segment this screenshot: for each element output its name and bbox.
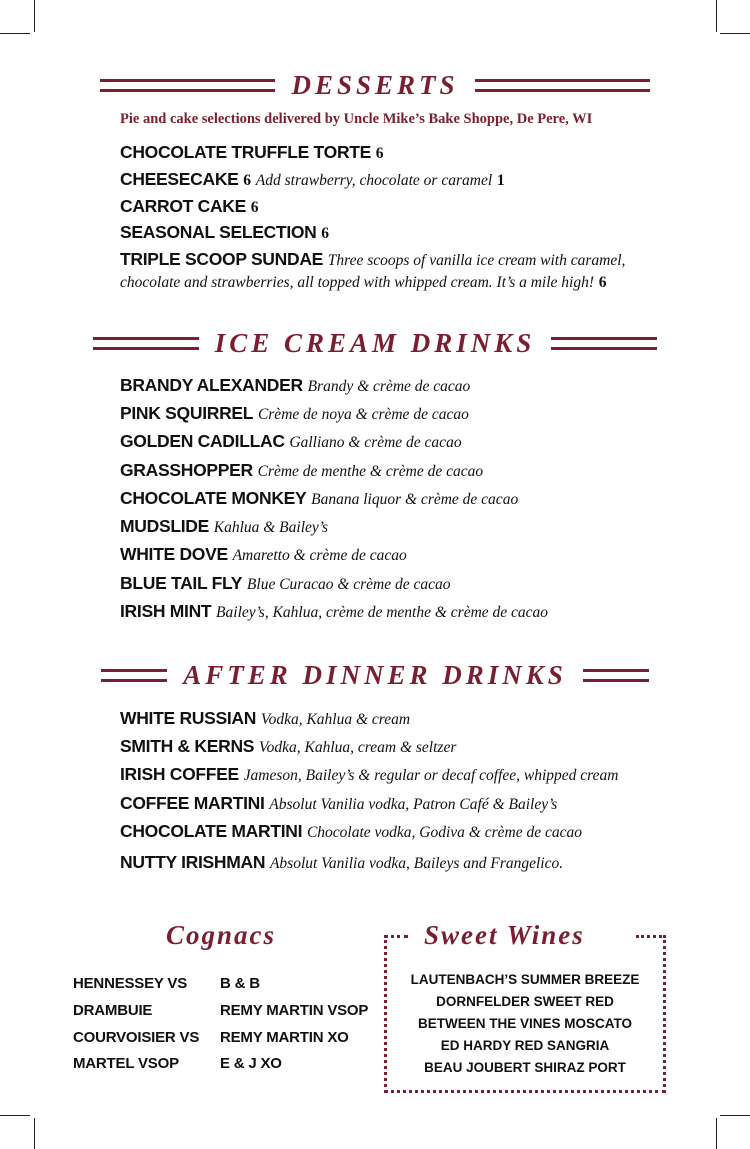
menu-item bbox=[120, 735, 680, 759]
menu-item bbox=[120, 195, 680, 219]
item-name: SEASONAL SELECTION bbox=[120, 222, 317, 242]
item-description: Absolut Vanilia vodka, Baileys and Frangelico. bbox=[269, 855, 564, 872]
sweet-wine-item: LAUTENBACH’S SUMMER BREEZE bbox=[410, 972, 640, 987]
item-description: Blue Curacao & crème de cacao bbox=[246, 576, 451, 593]
menu-item bbox=[120, 141, 680, 165]
item-name: BRANDY ALEXANDER bbox=[120, 375, 303, 395]
item-name: CHEESECAKE bbox=[120, 169, 239, 189]
menu-item bbox=[120, 543, 680, 567]
cognac-item: MARTEL VSOP bbox=[73, 1055, 179, 1072]
desserts-heading bbox=[0, 70, 750, 101]
desserts-title: DESSERTS bbox=[291, 70, 459, 100]
menu-item bbox=[120, 707, 680, 731]
sweet-wines-title: Sweet Wines bbox=[424, 920, 585, 950]
item-name: GOLDEN CADILLAC bbox=[120, 431, 285, 451]
item-price: 6 bbox=[250, 199, 259, 216]
item-name: MUDSLIDE bbox=[120, 516, 209, 536]
crop-mark bbox=[0, 1115, 30, 1116]
item-price: 6 bbox=[243, 172, 252, 189]
cognac-item: HENNESSEY VS bbox=[73, 975, 188, 992]
item-price: 6 bbox=[321, 225, 330, 242]
item-description: Bailey’s, Kahlua, crème de menthe & crème de cacao bbox=[216, 604, 549, 621]
item-name: CARROT CAKE bbox=[120, 196, 247, 216]
divider bbox=[100, 79, 275, 92]
item-name: CHOCOLATE MONKEY bbox=[120, 488, 307, 508]
sweet-wine-item: ED HARDY RED SANGRIA bbox=[440, 1038, 610, 1053]
menu-item bbox=[120, 572, 680, 596]
after-dinner-title: AFTER DINNER DRINKS bbox=[183, 660, 567, 690]
crop-mark bbox=[34, 1118, 35, 1149]
item-extra-price: 1 bbox=[496, 172, 505, 189]
crop-mark bbox=[34, 0, 35, 32]
item-name: WHITE DOVE bbox=[120, 544, 228, 564]
item-description: Galliano & crème de cacao bbox=[289, 434, 462, 451]
crop-mark bbox=[720, 33, 750, 34]
cognac-item: E & J XO bbox=[220, 1055, 282, 1072]
dotted-border bbox=[636, 935, 662, 938]
menu-item bbox=[120, 487, 680, 511]
dotted-border bbox=[384, 935, 408, 938]
sweet-wine-item: DORNFELDER SWEET RED bbox=[436, 994, 614, 1009]
divider bbox=[583, 669, 649, 682]
menu-item bbox=[120, 459, 680, 483]
item-name: IRISH MINT bbox=[120, 601, 212, 621]
menu-item bbox=[120, 792, 680, 816]
cognac-item: B & B bbox=[220, 975, 260, 992]
crop-mark bbox=[716, 1118, 717, 1149]
item-description: Chocolate vodka, Godiva & crème de cacao bbox=[306, 824, 582, 841]
menu-item-continued bbox=[120, 271, 720, 294]
item-name: PINK SQUIRREL bbox=[120, 403, 254, 423]
item-name: GRASSHOPPER bbox=[120, 460, 253, 480]
item-description: Jameson, Bailey’s & regular or decaf coffee, whipped cream bbox=[243, 767, 619, 784]
cognacs-title: Cognacs bbox=[166, 920, 277, 950]
item-name: COFFEE MARTINI bbox=[120, 793, 265, 813]
menu-item bbox=[120, 430, 680, 454]
divider bbox=[93, 337, 199, 350]
item-description: Crème de menthe & crème de cacao bbox=[257, 463, 484, 480]
ice-cream-title: ICE CREAM DRINKS bbox=[214, 328, 536, 358]
item-description: Vodka, Kahlua & cream bbox=[260, 711, 411, 728]
cognac-item: DRAMBUIE bbox=[73, 1002, 153, 1019]
divider bbox=[551, 337, 657, 350]
item-description: Crème de noya & crème de cacao bbox=[257, 406, 469, 423]
cognac-item: COURVOISIER VS bbox=[73, 1029, 200, 1046]
menu-item bbox=[120, 248, 680, 272]
divider bbox=[475, 79, 650, 92]
desserts-subtitle: Pie and cake selections delivered by Uncle Mike’s Bake Shoppe, De Pere, WI bbox=[120, 111, 593, 127]
crop-mark bbox=[720, 1115, 750, 1116]
item-name: NUTTY IRISHMAN bbox=[120, 852, 266, 872]
item-name: TRIPLE SCOOP SUNDAE bbox=[120, 249, 324, 269]
sweet-wine-item: BEAU JOUBERT SHIRAZ PORT bbox=[424, 1060, 626, 1075]
menu-item bbox=[120, 600, 680, 624]
item-description: Kahlua & Bailey’s bbox=[213, 519, 328, 536]
sweet-wine-item: BETWEEN THE VINES MOSCATO bbox=[417, 1016, 633, 1031]
cognac-item: REMY MARTIN VSOP bbox=[220, 1002, 369, 1019]
menu-item bbox=[120, 763, 720, 787]
menu-item bbox=[120, 168, 680, 192]
item-name: CHOCOLATE TRUFFLE TORTE bbox=[120, 142, 372, 162]
item-description: Absolut Vanilia vodka, Patron Café & Bailey’s bbox=[269, 796, 558, 813]
menu-item bbox=[120, 515, 680, 539]
item-price: 6 bbox=[375, 145, 384, 162]
item-description: Banana liquor & crème de cacao bbox=[311, 491, 519, 508]
item-name: IRISH COFFEE bbox=[120, 764, 239, 784]
menu-item bbox=[120, 221, 680, 245]
menu-item bbox=[120, 402, 680, 426]
crop-mark bbox=[0, 33, 30, 34]
menu-item bbox=[120, 820, 680, 844]
item-description: Vodka, Kahlua, cream & seltzer bbox=[258, 739, 457, 756]
after-dinner-heading bbox=[0, 660, 750, 691]
item-description: Amaretto & crème de cacao bbox=[232, 547, 407, 564]
item-name: CHOCOLATE MARTINI bbox=[120, 821, 303, 841]
item-description: chocolate and strawberries, all topped with whipped cream. It’s a mile high! bbox=[120, 274, 594, 291]
cognac-item: REMY MARTIN XO bbox=[220, 1029, 349, 1046]
divider bbox=[101, 669, 167, 682]
item-description: Add strawberry, chocolate or caramel bbox=[255, 172, 493, 189]
ice-cream-heading bbox=[0, 328, 750, 359]
item-description: Three scoops of vanilla ice cream with caramel, bbox=[327, 252, 626, 269]
menu-item bbox=[120, 374, 680, 398]
item-name: BLUE TAIL FLY bbox=[120, 573, 243, 593]
item-name: WHITE RUSSIAN bbox=[120, 708, 257, 728]
item-price: 6 bbox=[598, 274, 607, 291]
crop-mark bbox=[716, 0, 717, 32]
item-name: SMITH & KERNS bbox=[120, 736, 255, 756]
menu-item bbox=[120, 851, 680, 875]
item-description: Brandy & crème de cacao bbox=[307, 378, 471, 395]
